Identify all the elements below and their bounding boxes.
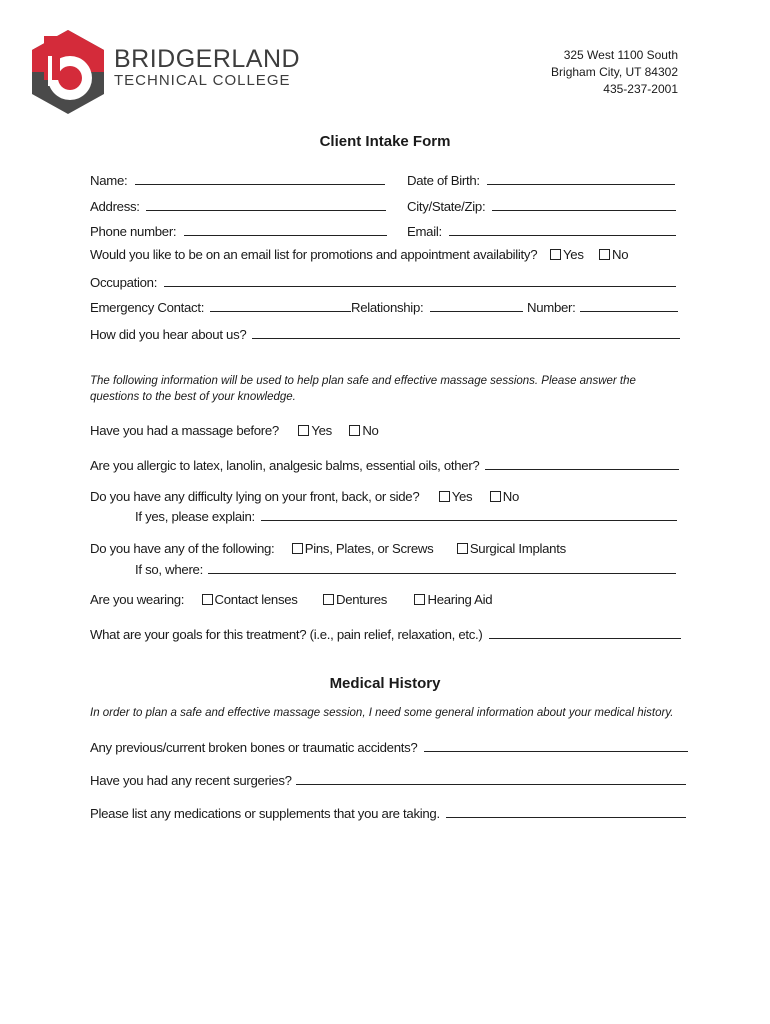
following-question: Do you have any of the following: [90,541,275,556]
yes-label: Yes [311,423,332,438]
checkbox-icon[interactable] [599,249,610,260]
checkbox-icon[interactable] [202,594,213,605]
email-list-row [90,247,537,263]
email-list-no[interactable] [599,247,628,263]
massage-question: Have you had a massage before? [90,423,279,438]
intro-line-1: The following information will be used to help plan safe and effective massage sessions. Please answer the [90,375,636,387]
allergic-field[interactable] [485,456,679,470]
goals-row [90,625,681,643]
surgeries-question: Have you had any recent surgeries? [90,773,292,788]
address-field[interactable] [146,197,386,211]
explain-row [135,507,677,525]
college-subtitle: TECHNICAL COLLEGE [114,72,291,89]
implants-label: Surgical Implants [469,541,566,556]
medications-row [90,804,686,822]
emergency-label: Emergency Contact: [90,300,205,315]
wearing-row [90,592,492,608]
csz-label: City/State/Zip: [407,199,486,214]
allergic-row [90,456,679,474]
address-row [90,197,386,215]
college-logo-text [114,46,300,90]
medications-question: Please list any medications or supplements that you are taking. [90,806,440,821]
number-field[interactable] [580,298,678,312]
email-list-options [550,247,628,263]
bones-field[interactable] [424,738,688,752]
checkbox-icon[interactable] [439,491,450,502]
goals-question: What are your goals for this treatment? (i.e., pain relief, relaxation, etc.) [90,627,483,642]
contacts-label: Contact lenses [214,592,298,607]
bones-row [90,738,688,756]
dob-label: Date of Birth: [407,173,480,188]
contacts-option[interactable] [202,592,298,608]
checkbox-icon[interactable] [457,543,468,554]
relationship-label: Relationship: [351,300,424,315]
yes-label: Yes [563,247,584,262]
name-field[interactable] [135,171,385,185]
occupation-field[interactable] [164,273,676,287]
no-label: No [502,489,519,504]
emergency-row [90,298,351,316]
hear-field[interactable] [252,325,680,339]
surgeries-field[interactable] [296,771,686,785]
implants-option[interactable] [457,541,566,557]
checkbox-icon[interactable] [349,425,360,436]
yes-label: Yes [451,489,473,504]
address-line-2: Brigham City, UT 84302 [551,65,678,79]
intro-text [90,373,636,405]
number-row [527,298,678,316]
emergency-field[interactable] [210,298,351,312]
allergic-question: Are you allergic to latex, lanolin, analgesic balms, essential oils, other? [90,458,480,473]
goals-field[interactable] [489,625,681,639]
relationship-field[interactable] [430,298,523,312]
massage-yes[interactable] [298,423,332,439]
difficulty-row [90,489,519,505]
medical-intro: In order to plan a safe and effective massage session, I need some general information about your medical history. [90,707,674,719]
following-row [90,541,566,557]
email-row [407,222,676,240]
where-label: If so, where: [135,562,203,577]
surgeries-row [90,771,686,789]
dentures-option[interactable] [323,592,387,608]
email-list-yes[interactable] [550,247,584,263]
dob-row [407,171,675,189]
medications-field[interactable] [446,804,686,818]
phone-label: Phone number: [90,224,177,239]
pins-option[interactable] [292,541,434,557]
where-row [135,560,676,578]
no-label: No [612,247,629,262]
hearing-option[interactable] [414,592,492,608]
massage-no[interactable] [349,423,378,439]
college-logo-icon [28,28,108,116]
checkbox-icon[interactable] [414,594,425,605]
college-phone: 435-237-2001 [603,82,678,96]
name-label: Name: [90,173,128,188]
csz-field[interactable] [492,197,676,211]
phone-field[interactable] [184,222,387,236]
explain-label: If yes, please explain: [135,509,255,524]
address-line-1: 325 West 1100 South [563,48,678,62]
difficulty-yes[interactable] [439,489,473,505]
college-name: BRIDGERLAND [114,45,301,73]
form-title: Client Intake Form [319,133,451,150]
occupation-row [90,273,676,291]
pins-label: Pins, Plates, or Screws [304,541,434,556]
name-row [90,171,385,189]
relationship-row [351,298,523,316]
explain-field[interactable] [261,507,677,521]
bones-question: Any previous/current broken bones or traumatic accidents? [90,740,418,755]
csz-row [407,197,676,215]
checkbox-icon[interactable] [292,543,303,554]
email-label: Email: [407,224,442,239]
phone-row [90,222,387,240]
hear-label: How did you hear about us? [90,327,247,342]
checkbox-icon[interactable] [490,491,501,502]
address-label: Address: [90,199,140,214]
intro-line-2: questions to the best of your knowledge. [90,391,296,403]
email-field[interactable] [449,222,676,236]
wearing-question: Are you wearing: [90,592,185,607]
hear-row [90,325,680,343]
checkbox-icon[interactable] [323,594,334,605]
difficulty-no[interactable] [490,489,519,505]
occupation-label: Occupation: [90,275,158,290]
checkbox-icon[interactable] [298,425,309,436]
dob-field[interactable] [487,171,675,185]
difficulty-question: Do you have any difficulty lying on your front, back, or side? [90,489,420,504]
hearing-label: Hearing Aid [427,592,493,607]
dentures-label: Dentures [335,592,388,607]
where-field[interactable] [208,560,676,574]
no-label: No [362,423,379,438]
college-address [551,47,678,98]
email-list-question: Would you like to be on an email list for promotions and appointment availability? [90,247,538,262]
number-label: Number: [527,300,576,315]
checkbox-icon[interactable] [550,249,561,260]
massage-row [90,423,379,439]
medical-history-title: Medical History [329,675,441,692]
